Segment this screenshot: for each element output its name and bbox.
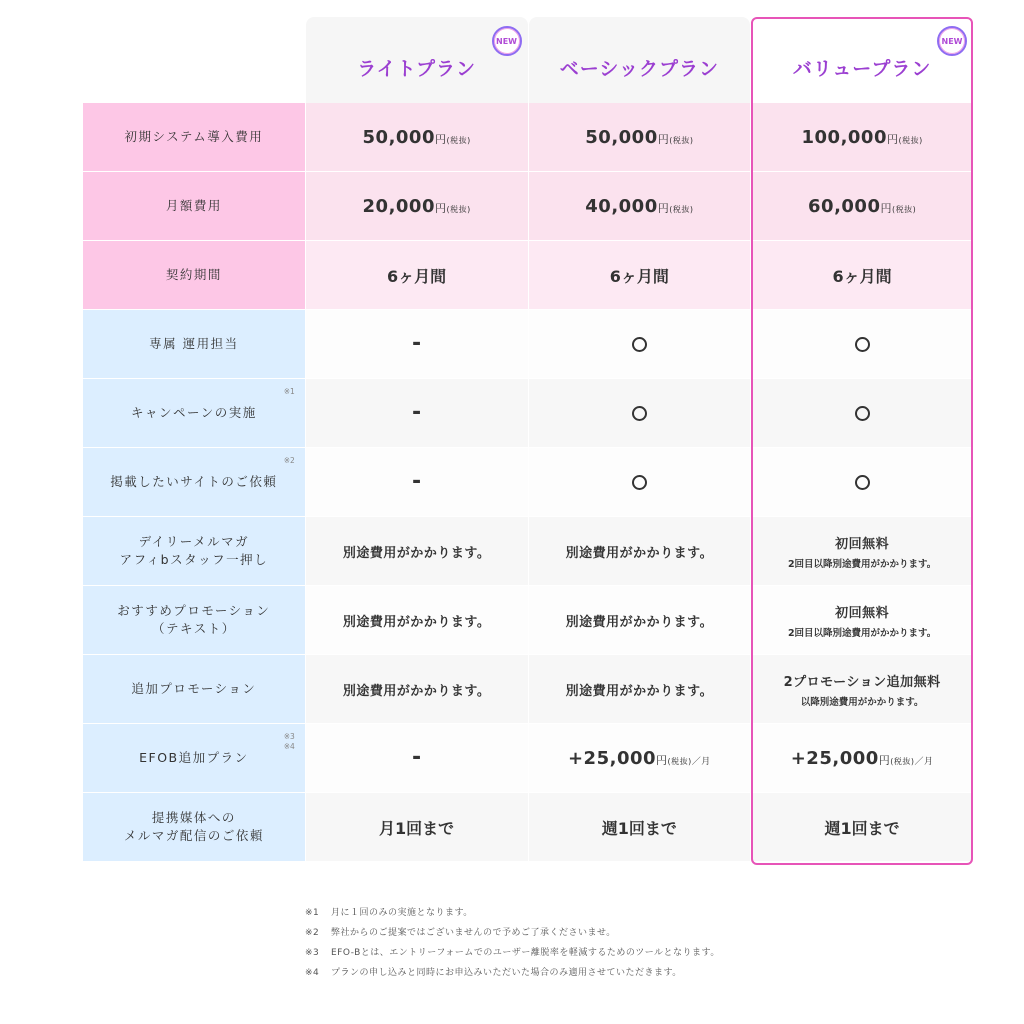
plan-head-basic [529,17,751,103]
row-label-line: 追加プロモーション [131,681,257,696]
period-value: 6ヶ月間 [387,266,447,286]
price-tax: (税抜) [669,135,694,145]
table-row [83,103,973,172]
plan-name-basic: ベーシックプラン [559,57,719,80]
plan-header-row [83,17,973,103]
cell-sub-text: 以降別途費用がかかります。 [800,696,924,708]
plan-cell [751,517,973,585]
price-yen: 円 [878,753,891,767]
price-value [363,127,471,148]
header-spacer [83,17,305,103]
row-label [83,793,305,861]
row-label-line: （テキスト） [151,621,236,636]
cell-main-text: 初回無料 [835,605,890,621]
plan-name-value: バリュープラン [792,57,932,80]
footnote-mark: ※1 [305,908,320,918]
plan-cell [306,379,528,447]
row-label [83,310,305,378]
row-label-text [120,533,268,569]
circle-icon [632,406,647,421]
plan-cell [529,103,751,171]
price-yen: 円 [657,132,670,146]
cell-sub-text: 2回目以降別途費用がかかります。 [787,558,937,570]
table-row [83,172,973,241]
circle-icon [855,406,870,421]
row-label-text [149,335,238,353]
table-row [83,517,973,586]
row-label [83,517,305,585]
row-label [83,586,305,654]
comparison-rows [83,103,973,862]
period-value: 月1回まで [379,818,455,838]
plan-cell [751,793,973,861]
price-amount: 60,000 [808,195,881,217]
row-label-line: アフィbスタッフ一押し [119,552,269,567]
plan-cell [529,379,751,447]
row-label-text [166,197,222,215]
price-amount: 20,000 [362,195,435,217]
cell-main-text: 別途費用がかかります。 [342,614,491,630]
row-label [83,448,305,516]
footnotes [305,903,720,983]
note-mark: ※1 [283,387,295,396]
plan-cell [529,793,751,861]
price-value [568,748,711,769]
plan-cell [529,655,751,723]
price-tax: (税抜) [669,204,694,214]
row-label-line: おすすめプロモーション [117,603,271,618]
table-row [83,724,973,793]
row-label-line: EFOB追加プラン [139,750,249,765]
table-row [83,793,973,862]
price-tax: (税抜) [446,204,471,214]
price-value [585,127,693,148]
plan-comparison-table [83,17,973,862]
cell-sub-text: 2回目以降別途費用がかかります。 [787,627,937,639]
plan-cell [751,103,973,171]
cell-main-text: 2プロモーション追加無料 [783,674,941,690]
price-amount: 100,000 [801,126,887,148]
price-amount: 40,000 [585,195,658,217]
row-label-line: キャンペーンの実施 [130,405,257,420]
dash-icon: - [412,400,422,425]
plan-cell [306,103,528,171]
row-label [83,724,305,792]
cell-main-text: 別途費用がかかります。 [342,545,491,561]
price-per: ／月 [914,756,934,767]
plan-cell [751,172,973,240]
row-label-text [117,602,270,638]
cell-main-text: 別途費用がかかります。 [565,545,714,561]
note-mark: ※3 ※4 [283,732,295,751]
row-label-line: 初期システム導入費用 [124,129,264,144]
row-label [83,655,305,723]
price-yen: 円 [434,201,447,215]
table-row [83,586,973,655]
plan-head-light [306,17,528,103]
period-value: 週1回まで [601,818,677,838]
plan-cell [529,310,751,378]
period-value: 6ヶ月間 [832,266,892,286]
row-label-line: 専属 運用担当 [149,336,239,351]
circle-icon [855,337,870,352]
plan-cell [751,655,973,723]
price-tax: (税抜) [891,204,917,214]
plan-cell [306,448,528,516]
row-label-text [124,809,264,845]
price-tax: (税抜) [667,756,692,766]
footnote-line [305,963,720,983]
plan-cell [306,310,528,378]
price-yen: 円 [434,132,447,146]
price-yen: 円 [656,753,668,767]
footnote-text: 月に１回のみの実施となります。 [331,908,473,918]
footnote-text: EFO-Bとは、エントリーフォームでのユーザー離脱率を軽減するためのツールとなります。 [331,948,720,958]
plan-cell [529,517,751,585]
period-value: 6ヶ月間 [609,266,669,286]
price-yen: 円 [657,201,670,215]
price-amount: 50,000 [585,126,658,148]
new-badge-icon: NEW [492,26,522,56]
price-amount: +25,000 [567,747,657,769]
price-value [585,196,693,217]
circle-icon [632,337,647,352]
row-label-line: 掲載したいサイトのご依頼 [110,474,278,489]
table-row [83,379,973,448]
plan-cell [751,379,973,447]
footnote-mark: ※2 [305,928,320,938]
plan-cell [751,448,973,516]
row-label-text [131,404,257,422]
table-row [83,655,973,724]
table-row [83,241,973,310]
price-yen: 円 [880,201,892,215]
plan-cell [751,241,973,309]
note-mark: ※2 [283,456,295,465]
row-label-line: 月額費用 [165,198,222,213]
plan-cell [306,172,528,240]
footnote-line [305,903,720,923]
footnote-mark: ※3 [305,948,320,958]
plan-cell [751,724,973,792]
plan-cell [529,448,751,516]
cell-main-text: 初回無料 [835,536,890,552]
row-label-line: 契約期間 [165,267,222,282]
price-value [808,196,916,217]
cell-main-text: 別途費用がかかります。 [565,614,714,630]
price-amount: +25,000 [790,747,879,769]
price-amount: 50,000 [362,126,435,148]
plan-cell [751,310,973,378]
price-value [802,127,923,148]
dash-icon: - [412,745,422,770]
price-value [363,196,471,217]
row-label [83,379,305,447]
row-label-text [110,473,277,491]
footnote-mark: ※4 [305,968,320,978]
circle-icon [632,475,647,490]
price-per: ／月 [691,756,711,767]
price-tax: (税抜) [446,135,471,145]
row-label-line: 提携媒体への [151,810,236,825]
dash-icon: - [412,469,422,494]
plan-cell [529,586,751,654]
plan-cell [529,172,751,240]
footnote-text: 弊社からのご提案ではございませんので予めご了承くださいませ。 [331,928,616,938]
cell-main-text: 別途費用がかかります。 [342,683,491,699]
row-label-text [166,266,222,284]
row-label-text [124,128,263,146]
circle-icon [855,475,870,490]
price-tax: (税抜) [890,756,915,766]
price-yen: 円 [886,132,899,146]
plan-name-light: ライトプラン [357,57,477,80]
table-row [83,310,973,379]
plan-cell [529,241,751,309]
plan-cell [306,793,528,861]
table-row [83,448,973,517]
footnote-line [305,943,720,963]
row-label-line: デイリーメルマガ [138,534,250,549]
plan-cell [529,724,751,792]
plan-cell [306,241,528,309]
dash-icon: - [412,331,422,356]
price-value [791,748,934,769]
footnote-line [305,923,720,943]
row-label [83,241,305,309]
plan-cell [751,586,973,654]
row-label [83,103,305,171]
plan-cell [306,517,528,585]
footnote-text: プランの申し込みと同時にお申込みいただいた場合のみ適用させていただきます。 [331,968,682,978]
plan-cell [306,724,528,792]
price-tax: (税抜) [898,135,923,145]
row-label-text [139,749,249,767]
period-value: 週1回まで [824,818,900,838]
row-label-text [131,680,256,698]
row-label [83,172,305,240]
plan-cell [306,586,528,654]
plan-cell [306,655,528,723]
new-badge-icon: NEW [937,26,967,56]
plan-head-value [751,17,973,103]
cell-main-text: 別途費用がかかります。 [565,683,714,699]
row-label-line: メルマガ配信のご依頼 [123,828,264,843]
